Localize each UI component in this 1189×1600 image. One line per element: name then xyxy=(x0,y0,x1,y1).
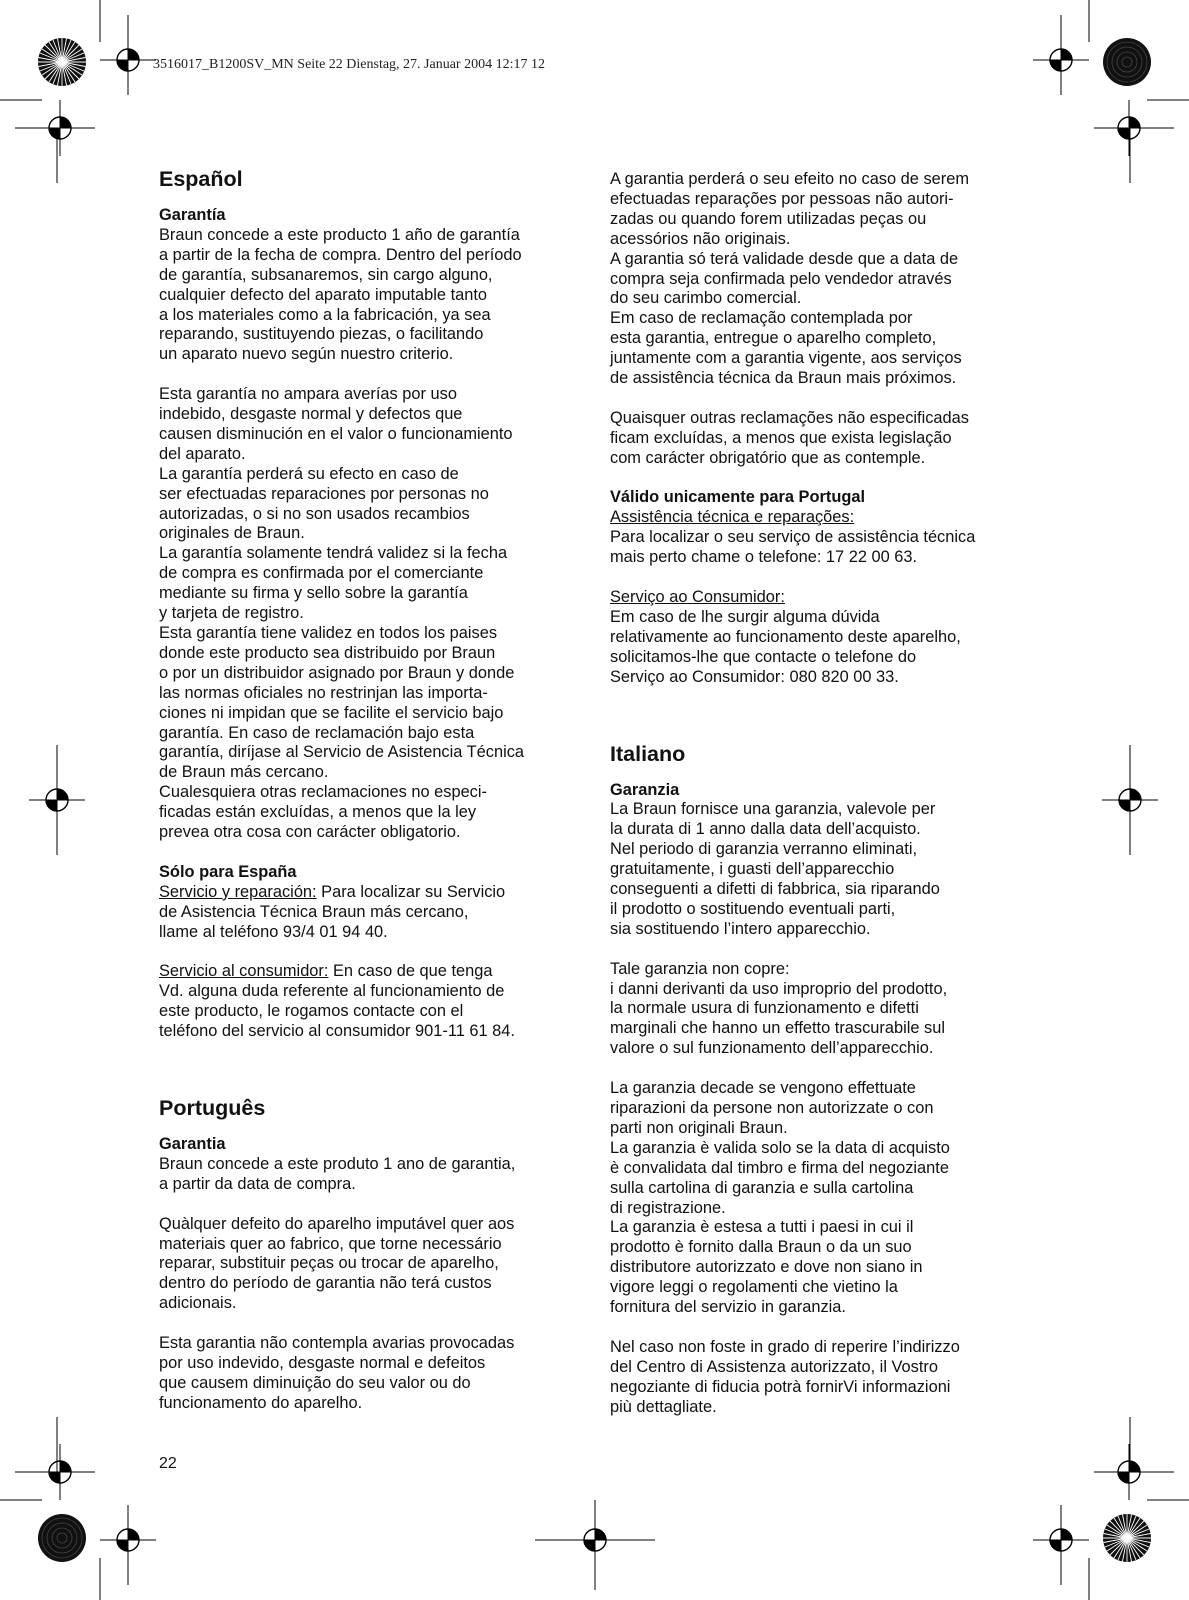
heading-garantia-es: Garantía xyxy=(159,206,226,224)
paragraph-pt-3: Esta garantia não contempla avarias provocadas por uso indevido, desgaste normal e defeitos que causem diminuição do seu valor ou do funcionamento do aparelho. xyxy=(159,1334,515,1412)
paragraph-it-4: Nel caso non foste in grado di reperire l’indirizzo del Centro di Assistenza autorizzato, il Vostro negoziante di fiducia potrà fornirVi informazioni più dettagliate. xyxy=(610,1337,960,1416)
paragraph-it-1: La Braun fornisce una garanzia, valevole per la durata di 1 anno dalla data dell’acquisto. Nel periodo di garanzia verranno eliminati, gratuitamente, i guasti dell’apparecchio conseguenti a difetti di fabbrica, sia riparando il prodotto o sostituendo eventuali parti, sia sostituendo l’intero apparecchio. xyxy=(610,800,940,938)
label-servico-consumidor: Serviço ao Consumidor: xyxy=(610,587,785,606)
heading-garanzia: Garanzia xyxy=(610,780,680,799)
paragraph-pt-2: Quàlquer defeito do aparelho imputável quer aos materiais quer ao fabrico, que torne necessário reparar, substituir peças ou trocar de aparelho, dentro do período de garantia não terá custos adicionais. xyxy=(159,1214,515,1313)
left-column xyxy=(159,166,584,1414)
label-assistencia-tecnica: Assistência técnica e reparações: xyxy=(610,508,855,527)
paragraph-pt-4: A garantia perderá o seu efeito no caso de serem efectuadas reparações por pessoas não autori- zadas ou quando forem utilizadas peças ou acessórios não originais. A garantia só terá validade desde que a data de compra seja confirmada pelo vendedor através do seu carimbo comercial. Em caso de reclamação contemplada por esta garantia, entregue o aparelho completo, juntamente com a garantia vigente, aos serviços de assistência técnica da Braun mais próximos. xyxy=(610,170,970,388)
text-servico-consumidor: Em caso de lhe surgir alguma dúvida relativamente ao funcionamento deste aparelho, solicitamos-lhe que contacte o telefone do Serviço ao Consumidor: 080 820 00 33. xyxy=(610,607,961,686)
label-servicio-reparacion: Servicio y reparación: xyxy=(159,882,317,901)
text-servicio-reparacion: Para localizar su Servicio de Asistencia Técnica Braun más cercano, llame al teléfono 93/4 01 94 40. xyxy=(159,882,506,941)
paragraph-it-2: Tale garanzia non copre: i danni derivanti da uso improprio del prodotto, la normale usura di funzionamento e difetti marginali che hanno un effetto trascurabile sul valore o sul funzionamento dell’apparecchio. xyxy=(610,959,948,1058)
section-title-portugues: Português xyxy=(159,1096,266,1121)
heading-valido-portugal: Válido unicamente para Portugal xyxy=(610,488,866,507)
label-servicio-consumidor: Servicio al consumidor: xyxy=(159,962,329,981)
paragraph-pt-1: Braun concede a este produto 1 ano de garantia, a partir da data de compra. xyxy=(159,1154,516,1193)
right-column xyxy=(610,170,1040,1417)
text-assistencia-tecnica: Para localizar o seu serviço de assistência técnica mais perto chame o telefone: 17 22 00 63. xyxy=(610,528,976,567)
paragraph-es-2: Esta garantía no ampara averías por uso indebido, desgaste normal y defectos que causen disminución en el valor o funcionamiento del aparato. La garantía perderá su efecto en caso de ser efectuadas reparaciones por personas no autorizadas, o si no son usados recambios originales de Braun. La garantía solamente tendrá validez si la fecha de compra es confirmada por el comerciante mediante su firma y sello sobre la garantía y tarjeta de registro. Esta garantía tiene validez en todos los paises donde este producto sea distribuido por Braun o por un distribuidor asignado por Braun y donde las normas oficiales no restrinjan las importa- ciones ni impidan que se facilite el servicio bajo garantía. En caso de reclamación bajo esta garantía, diríjase al Servicio de Asistencia Técnica de Braun más cercano. Cualesquiera otras reclamaciones no especi- ficadas están excluídas, a menos que la ley prevea otra cosa con carácter obligatorio. xyxy=(159,385,525,842)
text-servicio-consumidor: En caso de que tenga Vd. alguna duda referente al funcionamiento de este producto, le rogamos contacte con el teléfono del servicio al consumidor 901-11 61 84. xyxy=(159,962,515,1041)
page-number: 22 xyxy=(159,1455,177,1472)
section-title-espanol: Español xyxy=(159,167,243,191)
section-title-italiano: Italiano xyxy=(610,741,686,766)
print-slug: 3516017_B1200SV_MN Seite 22 Dienstag, 27. Januar 2004 12:17 12 xyxy=(153,57,545,72)
heading-solo-espana: Sólo para España xyxy=(159,862,297,881)
paragraph-it-3: La garanzia decade se vengono effettuate riparazioni da persone non autorizzate o con parti non originali Braun. La garanzia è valida solo se la data di acquisto è convalidata dal timbro e firma del negoziante sulla cartolina di garanzia e sulla cartolina di registrazione. La garanzia è estesa a tutti i paesi in cui il prodotto è fornito dalla Braun o da un suo distributore autorizzato e dove non siano in vigore leggi o regolamenti che vietino la fornitura del servizio in garanzia. xyxy=(610,1079,950,1317)
heading-garantia-pt: Garantia xyxy=(159,1135,226,1154)
paragraph-es-consumidor xyxy=(159,962,584,1042)
paragraph-es-1: Braun concede a este producto 1 año de garantía a partir de la fecha de compra. Dentro del período de garantía, subsanaremos, sin cargo alguno, cualquier defecto del aparato imputable tanto a los materiales como a la fabricación, ya sea reparando, sustituyendo piezas, o facilitando un aparato nuevo según nuestro criterio. xyxy=(159,225,522,364)
paragraph-pt-5: Quaisquer outras reclamações não especificadas ficam excluídas, a menos que exista legislação com carácter obrigatório que as contemple. xyxy=(610,408,969,467)
paragraph-es-servicio xyxy=(159,883,584,943)
